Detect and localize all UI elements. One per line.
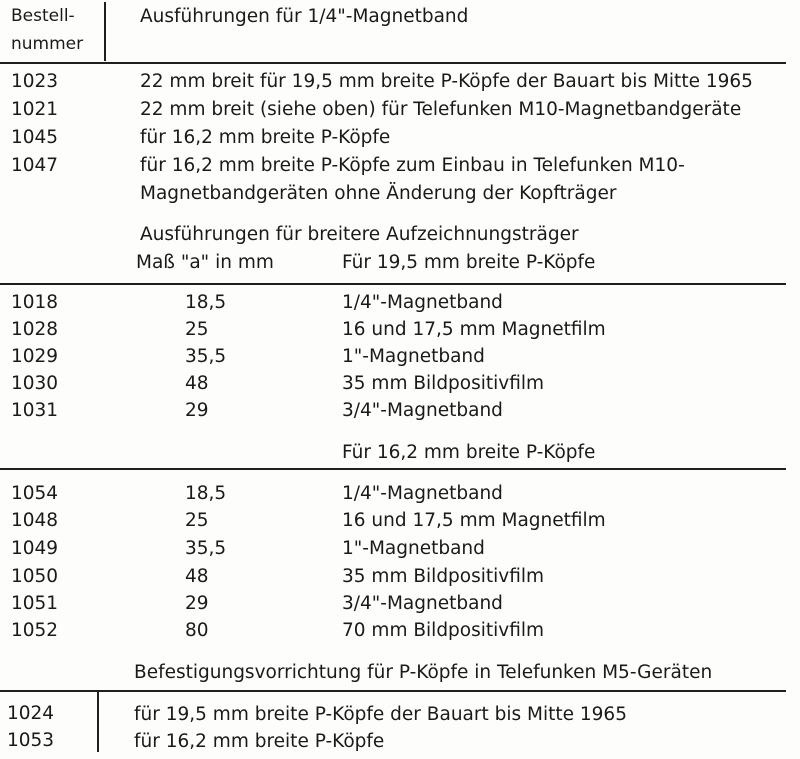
order-number: 1023 [11, 71, 59, 92]
order-number: 1052 [11, 620, 59, 641]
measure-value: 18,5 [185, 292, 227, 313]
medium-text: 16 und 17,5 mm Magnetfilm [342, 319, 606, 340]
order-number: 1030 [11, 373, 59, 394]
order-number: 1053 [7, 730, 55, 751]
measure-value: 48 [185, 373, 209, 394]
section4-title: Befestigungsvorrichtung für P-Köpfe in Telefunken M5-Geräten [134, 662, 713, 683]
section3-rule [0, 468, 786, 470]
section2-title: Ausführungen für breitere Aufzeichnungsträger [140, 224, 579, 245]
medium-text: 1"-Magnetband [342, 346, 485, 367]
medium-text: 35 mm Bildpositivfilm [342, 566, 545, 587]
section4-rule [0, 690, 786, 692]
order-number: 1049 [11, 538, 59, 559]
medium-text: 35 mm Bildpositivfilm [342, 373, 545, 394]
order-number: 1050 [11, 566, 59, 587]
measure-column-heading: Maß "a" in mm [136, 252, 274, 273]
measure-value: 35,5 [185, 346, 227, 367]
order-number: 1048 [11, 510, 59, 531]
medium-text: 3/4"-Magnetband [342, 593, 503, 614]
measure-value: 29 [185, 593, 209, 614]
medium-text: 1/4"-Magnetband [342, 483, 503, 504]
measure-value: 25 [185, 319, 209, 340]
header-title: Ausführungen für 1/4"-Magnetband [140, 6, 469, 27]
order-number: 1031 [11, 400, 59, 421]
bottom-column-divider-line [97, 692, 99, 752]
measure-value: 18,5 [185, 483, 227, 504]
order-number: 1021 [11, 99, 59, 120]
order-number-label-line2: nummer [11, 34, 84, 54]
row-description: für 16,2 mm breite P-Köpfe [134, 731, 385, 752]
medium-text: 1/4"-Magnetband [342, 292, 503, 313]
header-rule [0, 62, 786, 64]
row-description: für 16,2 mm breite P-Köpfe zum Einbau in Telefunken M10- [140, 155, 685, 176]
medium-text: 70 mm Bildpositivfilm [342, 620, 545, 641]
row-description: für 19,5 mm breite P-Köpfe der Bauart bis Mitte 1965 [134, 704, 627, 725]
column-divider-line [104, 2, 106, 61]
measure-value: 25 [185, 510, 209, 531]
row-description-continuation: Magnetbandgeräten ohne Änderung der Kopfträger [140, 183, 617, 204]
medium-text: 3/4"-Magnetband [342, 400, 503, 421]
order-number: 1029 [11, 346, 59, 367]
section2-rule [0, 283, 786, 285]
heads-column-heading: Für 16,2 mm breite P-Köpfe [342, 442, 596, 463]
order-number: 1018 [11, 292, 59, 313]
order-number: 1047 [11, 155, 59, 176]
measure-value: 29 [185, 400, 209, 421]
order-number: 1024 [7, 703, 55, 724]
measure-value: 80 [185, 620, 209, 641]
medium-text: 1"-Magnetband [342, 538, 485, 559]
order-number: 1045 [11, 127, 59, 148]
measure-value: 48 [185, 566, 209, 587]
medium-text: 16 und 17,5 mm Magnetfilm [342, 510, 606, 531]
order-number: 1028 [11, 319, 59, 340]
measure-value: 35,5 [185, 538, 227, 559]
heads-column-heading: Für 19,5 mm breite P-Köpfe [342, 252, 596, 273]
order-number-label-line1: Bestell- [11, 6, 75, 26]
order-number: 1054 [11, 483, 59, 504]
row-description: 22 mm breit für 19,5 mm breite P-Köpfe der Bauart bis Mitte 1965 [140, 71, 753, 92]
row-description: für 16,2 mm breite P-Köpfe [140, 127, 391, 148]
order-number: 1051 [11, 593, 59, 614]
row-description: 22 mm breit (siehe oben) für Telefunken M10-Magnetbandgeräte [140, 99, 742, 120]
